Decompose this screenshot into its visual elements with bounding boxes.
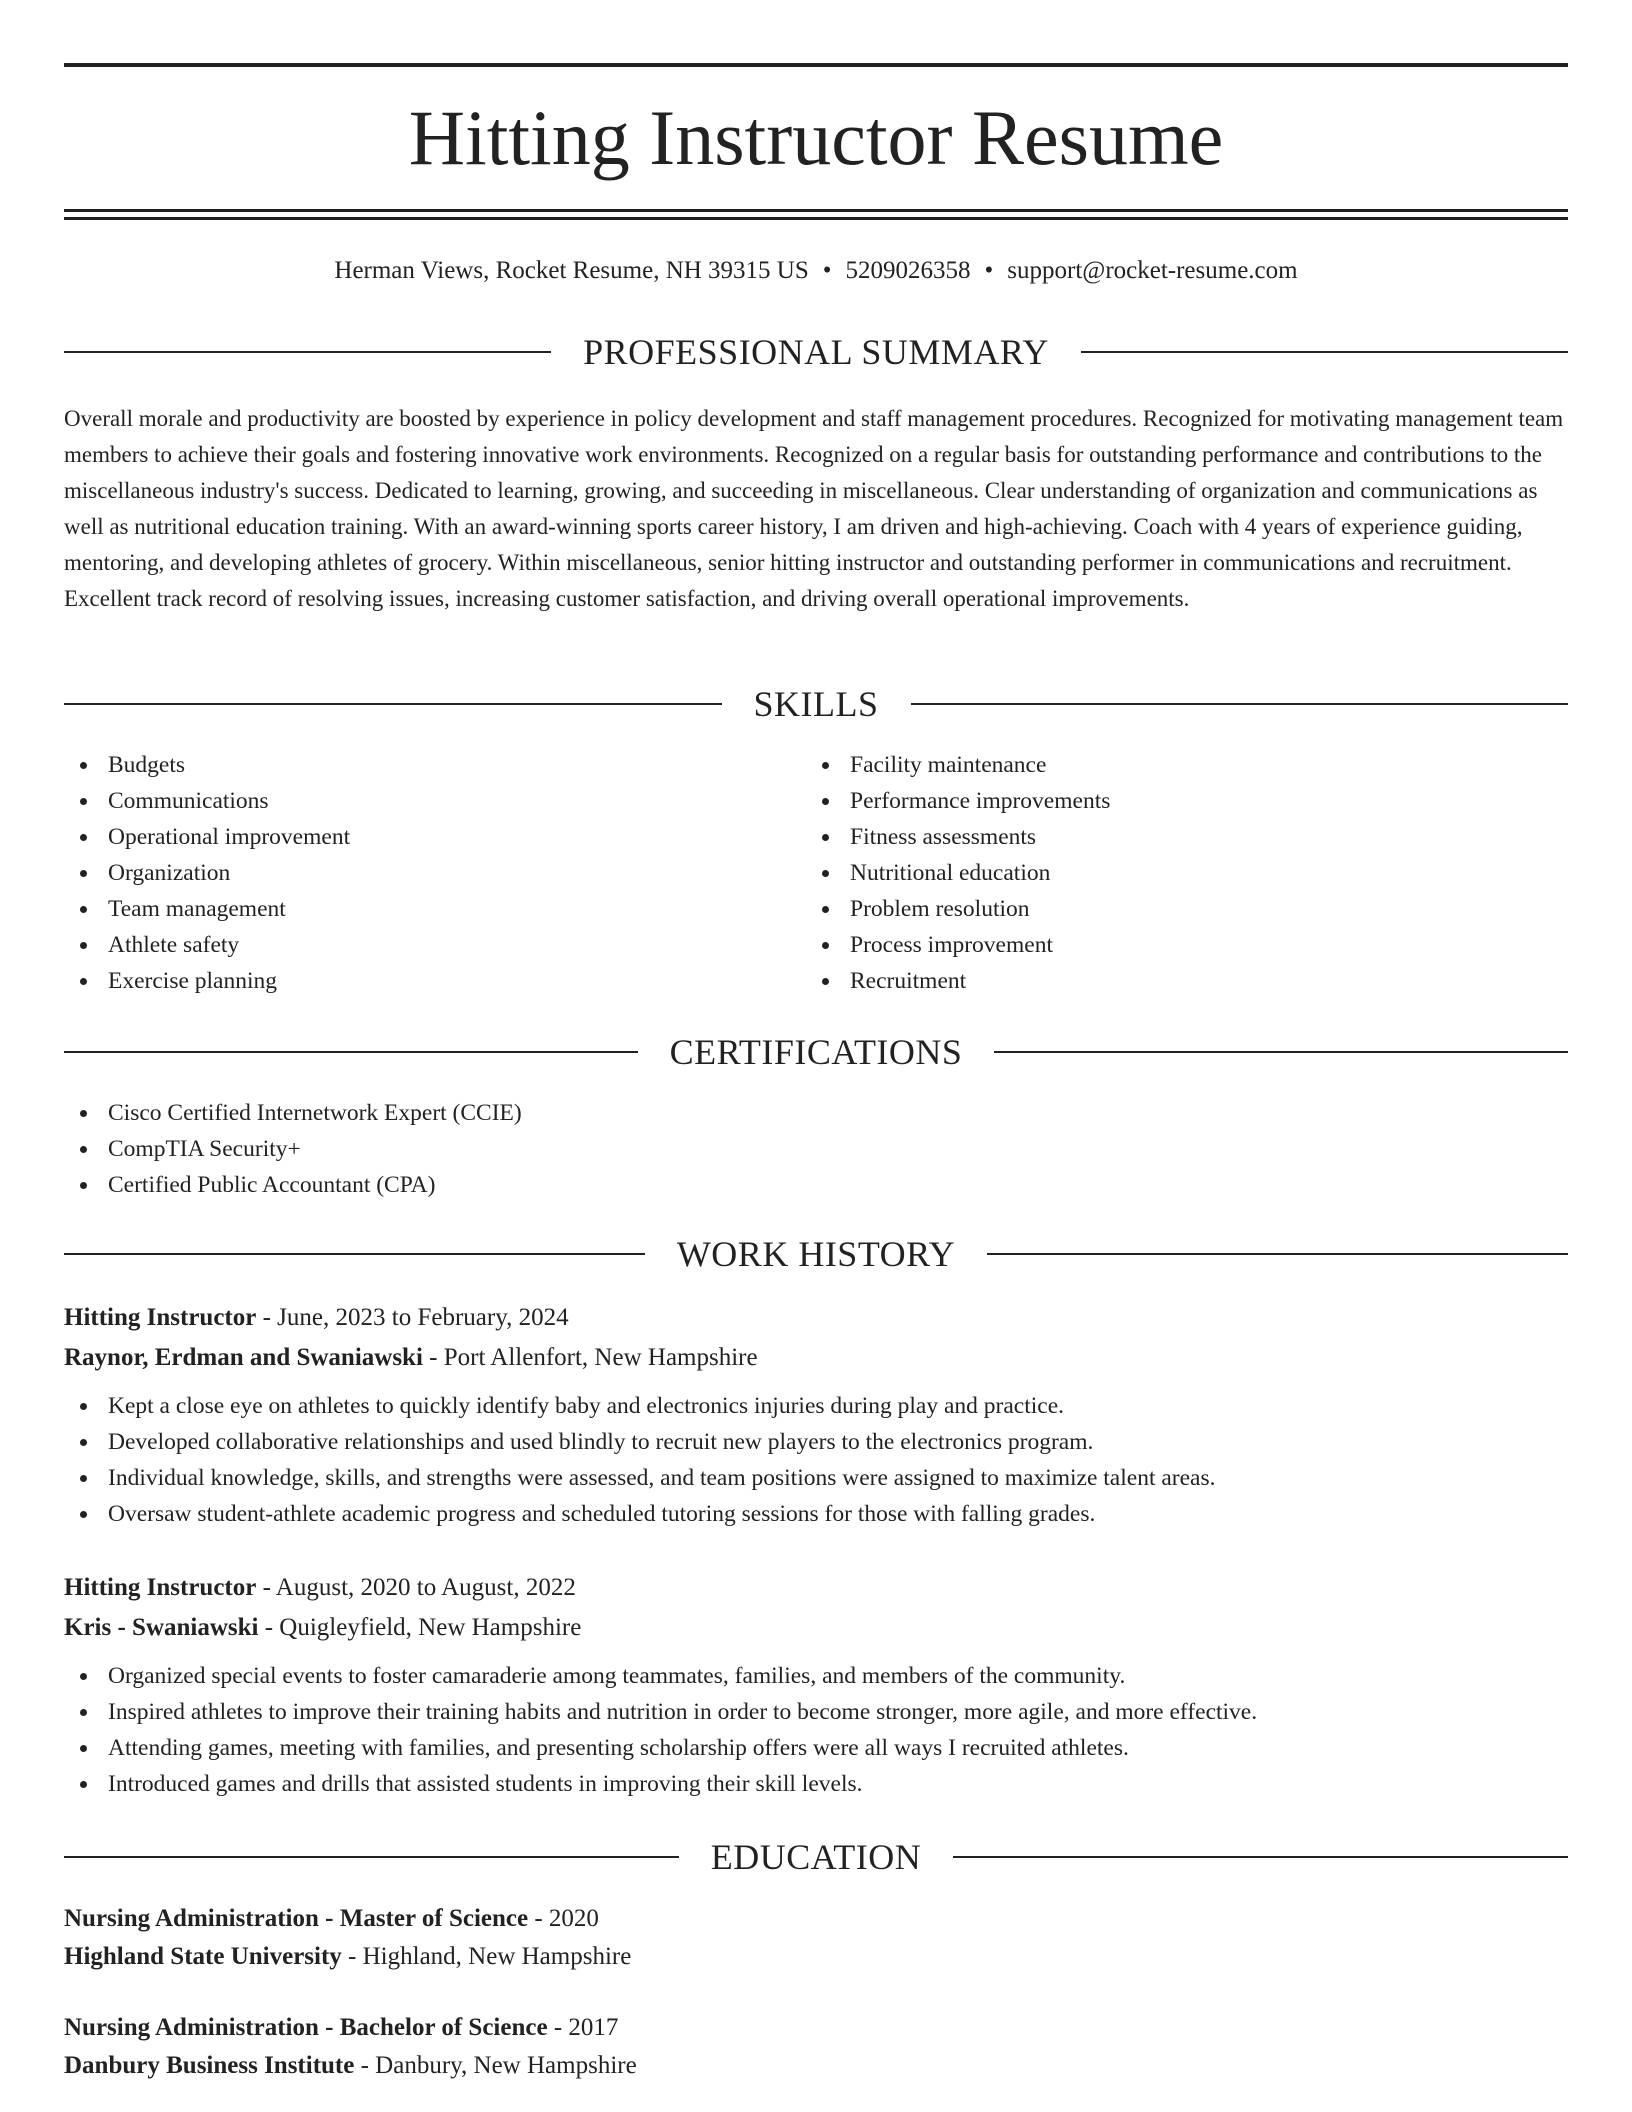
job-bullets: [64, 1658, 1568, 1802]
job-bullet: Individual knowledge, skills, and strengths were assessed, and team positions were assigned to maximize talent areas.: [64, 1460, 1568, 1496]
education-year: - 2017: [547, 2014, 619, 2041]
education-degree: Nursing Administration - Master of Science: [64, 1905, 529, 1932]
title-double-rule-lower: [64, 217, 1568, 220]
section-header-summary: [64, 330, 1568, 374]
education-location: - Highland, New Hampshire: [341, 1943, 632, 1970]
contact-email: support@rocket-resume.com: [1007, 257, 1298, 284]
contact-separator: •: [822, 257, 832, 284]
job-company-line: [64, 1338, 1568, 1378]
skill-item: Process improvement: [806, 927, 1506, 963]
education-degree-line: [64, 1900, 1568, 1938]
section-rule: [994, 1051, 1568, 1053]
skill-item: Operational improvement: [64, 819, 764, 855]
section-rule: [64, 1051, 638, 1053]
top-rule: [64, 63, 1568, 67]
job-title-line: [64, 1298, 1568, 1338]
skill-item: Fitness assessments: [806, 819, 1506, 855]
job-bullet: Attending games, meeting with families, and presenting scholarship offers were all ways I recruited athletes.: [64, 1730, 1568, 1766]
section-rule: [953, 1856, 1568, 1858]
education-location: - Danbury, New Hampshire: [354, 2052, 637, 2079]
skill-item: Communications: [64, 783, 764, 819]
education-degree-line: [64, 2009, 1568, 2047]
certifications-list: [64, 1095, 1264, 1203]
job-bullet: Organized special events to foster camaraderie among teammates, families, and members of the community.: [64, 1658, 1568, 1694]
job-bullet: Oversaw student-athlete academic progress and scheduled tutoring sessions for those with falling grades.: [64, 1496, 1568, 1532]
job-bullets: [64, 1388, 1568, 1532]
education-entry: [64, 1900, 1568, 1976]
section-header-education: [64, 1835, 1568, 1879]
skill-item: Recruitment: [806, 963, 1506, 999]
job-bullet: Kept a close eye on athletes to quickly identify baby and electronics injuries during play and practice.: [64, 1388, 1568, 1424]
education-school-line: [64, 1938, 1568, 1976]
job-location: - Port Allenfort, New Hampshire: [422, 1344, 758, 1371]
resume-title: Hitting Instructor Resume: [408, 94, 1224, 181]
job-dates: - August, 2020 to August, 2022: [256, 1574, 576, 1601]
section-rule: [64, 1253, 645, 1255]
job-entry: [64, 1568, 1568, 1802]
job-title: Hitting Instructor: [64, 1304, 257, 1331]
skill-item: Performance improvements: [806, 783, 1506, 819]
education-year: - 2020: [528, 1905, 599, 1932]
education-school-line: [64, 2047, 1568, 2085]
section-header-work-history: [64, 1232, 1568, 1276]
section-title: EDUCATION: [710, 1837, 922, 1877]
section-title: PROFESSIONAL SUMMARY: [583, 332, 1049, 372]
job-dates: - June, 2023 to February, 2024: [256, 1304, 569, 1331]
job-company: Kris - Swaniawski: [64, 1614, 259, 1641]
job-company-line: [64, 1608, 1568, 1648]
certification-item: Certified Public Accountant (CPA): [64, 1167, 1264, 1203]
skill-item: Team management: [64, 891, 764, 927]
section-title: CERTIFICATIONS: [669, 1032, 963, 1072]
section-header-skills: [64, 682, 1568, 726]
job-location: - Quigleyfield, New Hampshire: [258, 1614, 582, 1641]
skill-item: Facility maintenance: [806, 747, 1506, 783]
certification-item: Cisco Certified Internetwork Expert (CCIE): [64, 1095, 1264, 1131]
summary-text: Overall morale and productivity are boosted by experience in policy development and staff management procedures. Recognized for motivating management team members to achieve their goals and fostering innovative work environments. Recognized on a regular basis for outstanding performance and contributions to the miscellaneous industry's success. Dedicated to learning, growing, and succeeding in miscellaneous. Clear understanding of organization and communications as well as nutritional education training. With an award-winning sports career history, I am driven and high-achieving. Coach with 4 years of experience guiding, mentoring, and developing athletes of grocery. Within miscellaneous, senior hitting instructor and outstanding performer in communications and recruitment. Excellent track record of resolving issues, increasing customer satisfaction, and driving overall operational improvements.: [64, 406, 1564, 611]
job-title: Hitting Instructor: [64, 1574, 257, 1601]
contact-line: [64, 255, 1568, 287]
job-title-line: [64, 1568, 1568, 1608]
job-bullet: Inspired athletes to improve their training habits and nutrition in order to become stronger, more agile, and more effective.: [64, 1694, 1568, 1730]
section-title: WORK HISTORY: [676, 1234, 956, 1274]
skills-list-right: [806, 747, 1506, 999]
skill-item: Exercise planning: [64, 963, 764, 999]
skill-item: Organization: [64, 855, 764, 891]
section-header-certifications: [64, 1030, 1568, 1074]
contact-separator: •: [984, 257, 994, 284]
skill-item: Athlete safety: [64, 927, 764, 963]
section-rule: [64, 1856, 679, 1858]
education-school: Highland State University: [64, 1943, 342, 1970]
certification-item: CompTIA Security+: [64, 1131, 1264, 1167]
job-bullet: Introduced games and drills that assisted students in improving their skill levels.: [64, 1766, 1568, 1802]
skill-item: Nutritional education: [806, 855, 1506, 891]
section-title: SKILLS: [753, 684, 879, 724]
education-degree: Nursing Administration - Bachelor of Science: [64, 2014, 548, 2041]
contact-address: Herman Views, Rocket Resume, NH 39315 US: [334, 257, 809, 284]
section-rule: [64, 351, 551, 353]
section-rule: [64, 703, 722, 705]
section-rule: [911, 703, 1569, 705]
job-company: Raynor, Erdman and Swaniawski: [64, 1344, 423, 1371]
job-bullet: Developed collaborative relationships and used blindly to recruit new players to the electronics program.: [64, 1424, 1568, 1460]
section-rule: [987, 1253, 1568, 1255]
title-double-rule-upper: [64, 209, 1568, 212]
skill-item: Problem resolution: [806, 891, 1506, 927]
section-rule: [1081, 351, 1568, 353]
education-school: Danbury Business Institute: [64, 2052, 355, 2079]
job-entry: [64, 1298, 1568, 1532]
contact-phone: 5209026358: [845, 257, 971, 284]
skill-item: Budgets: [64, 747, 764, 783]
education-entry: [64, 2009, 1568, 2085]
skills-list-left: [64, 747, 764, 999]
